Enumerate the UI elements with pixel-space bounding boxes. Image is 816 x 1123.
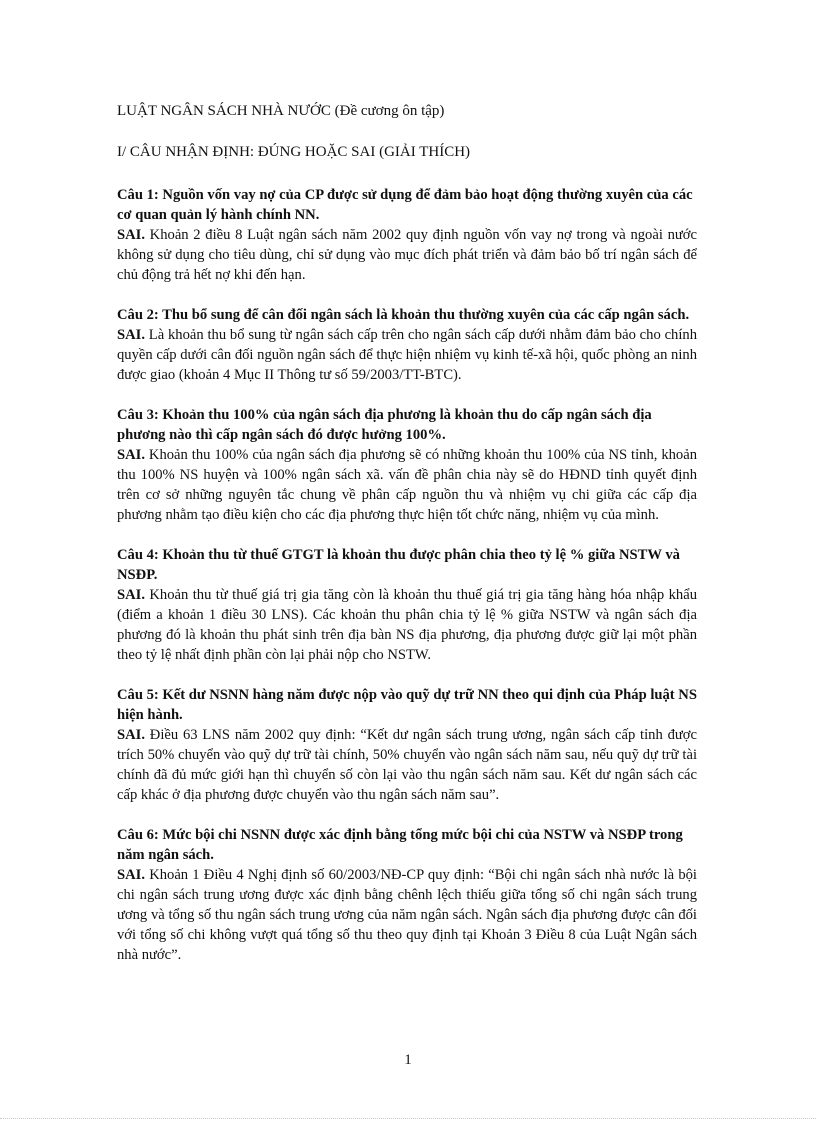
answer-text: Khoản 2 điều 8 Luật ngân sách năm 2002 quy định nguồn vốn vay nợ trong và ngoài nước không sử dụng cho tiêu dùng, chỉ sử dụng vào mục đích phát triển và đảm bảo bố trí ngân sách để chủ động trả hết nợ khi đến hạn. — [117, 227, 697, 283]
verdict-label: SAI. — [117, 447, 145, 463]
verdict-label: SAI. — [117, 327, 145, 343]
answer-text: Khoản thu 100% của ngân sách địa phương sẽ có những khoản thu 100% của NS tỉnh, khoản thu 100% NS huyện và 100% ngân sách xã. vấn đề phân chia này sẽ do HĐND tỉnh quyết định trên cơ sở những nguyên tắc chung về phân cấp nguồn thu và nhiệm vụ chi giữa các cấp địa phương nhằm tạo điều kiện cho các địa phương thực hiện tốt chức năng, nhiệm vụ của mình. — [117, 447, 697, 523]
question-answer — [117, 325, 697, 385]
question-answer — [117, 225, 697, 285]
question-3 — [117, 405, 697, 525]
verdict-label: SAI. — [117, 867, 145, 883]
question-answer — [117, 725, 697, 805]
question-2 — [117, 305, 697, 385]
question-heading: Câu 1: Nguồn vốn vay nợ của CP được sử dụng để đảm bảo hoạt động thường xuyên của các cơ quan quản lý hành chính NN. — [117, 187, 693, 223]
question-heading: Câu 5: Kết dư NSNN hàng năm được nộp vào quỹ dự trữ NN theo qui định của Pháp luật NS hiện hành. — [117, 687, 697, 723]
question-5 — [117, 685, 697, 805]
verdict-label: SAI. — [117, 227, 145, 243]
question-answer — [117, 865, 697, 965]
document-page — [117, 101, 697, 985]
section-heading: I/ CÂU NHẬN ĐỊNH: ĐÚNG HOẶC SAI (GIẢI THÍCH) — [117, 144, 471, 160]
verdict-label: SAI. — [117, 587, 145, 603]
question-heading: Câu 4: Khoản thu từ thuế GTGT là khoản thu được phân chia theo tỷ lệ % giữa NSTW và NSĐP. — [117, 547, 680, 583]
question-heading: Câu 2: Thu bổ sung để cân đối ngân sách là khoản thu thường xuyên của các cấp ngân sách. — [117, 307, 690, 323]
question-1 — [117, 185, 697, 285]
answer-text: Khoản 1 Điều 4 Nghị định số 60/2003/NĐ-CP quy định: “Bội chi ngân sách nhà nước là bội chi ngân sách trung ương được xác định bằng chênh lệch thiếu giữa tổng số chi ngân sách trung ương và tổng số thu ngân sách trung ương của năm ngân sách. Ngân sách địa phương được cân đối với tổng số chi không vượt quá tổng số thu theo quy định tại Khoản 3 Điều 8 của Luật Ngân sách nhà nước”. — [117, 867, 697, 963]
page-number: 1 — [404, 1052, 412, 1068]
question-answer — [117, 585, 697, 665]
answer-text: Khoản thu từ thuế giá trị gia tăng còn là khoản thu thuế giá trị gia tăng hàng hóa nhập khẩu (điểm a khoản 1 điều 30 LNS). Các khoản thu phân chia tỷ lệ % giữa NSTW và ngân sách địa phương đó là khoản thu phát sinh trên địa bàn NS địa phương, địa phương được giữ lại một phần theo tỷ lệ nhất định phần còn lại phải nộp cho NSTW. — [117, 587, 697, 663]
answer-text: Là khoản thu bổ sung từ ngân sách cấp trên cho ngân sách cấp dưới nhằm đảm bảo cho chính quyền cấp dưới cân đối nguồn ngân sách để thực hiện nhiệm vụ kinh tế-xã hội, quốc phòng an ninh được giao (khoản 4 Mục II Thông tư số 59/2003/TT-BTC). — [117, 327, 697, 383]
verdict-label: SAI. — [117, 727, 145, 743]
question-answer — [117, 445, 697, 525]
document-title: LUẬT NGÂN SÁCH NHÀ NƯỚC (Đề cương ôn tập) — [117, 103, 445, 119]
page-edge-divider — [0, 1118, 816, 1119]
question-4 — [117, 545, 697, 665]
question-heading: Câu 6: Mức bội chi NSNN được xác định bằng tổng mức bội chi của NSTW và NSĐP trong năm ngân sách. — [117, 827, 683, 863]
answer-text: Điều 63 LNS năm 2002 quy định: “Kết dư ngân sách trung ương, ngân sách cấp tỉnh được trích 50% chuyển vào quỹ dự trữ tài chính, 50% chuyển vào ngân sách năm sau, nếu quỹ dự trữ tài chính đã đủ mức giới hạn thì chuyển số còn lại vào thu ngân sách năm sau. Kết dư ngân sách các cấp khác ở địa phương được chuyển vào thu ngân sách năm sau”. — [117, 727, 697, 803]
question-heading: Câu 3: Khoản thu 100% của ngân sách địa phương là khoản thu do cấp ngân sách địa phương nào thì cấp ngân sách đó được hưởng 100%. — [117, 407, 652, 443]
question-6 — [117, 825, 697, 965]
